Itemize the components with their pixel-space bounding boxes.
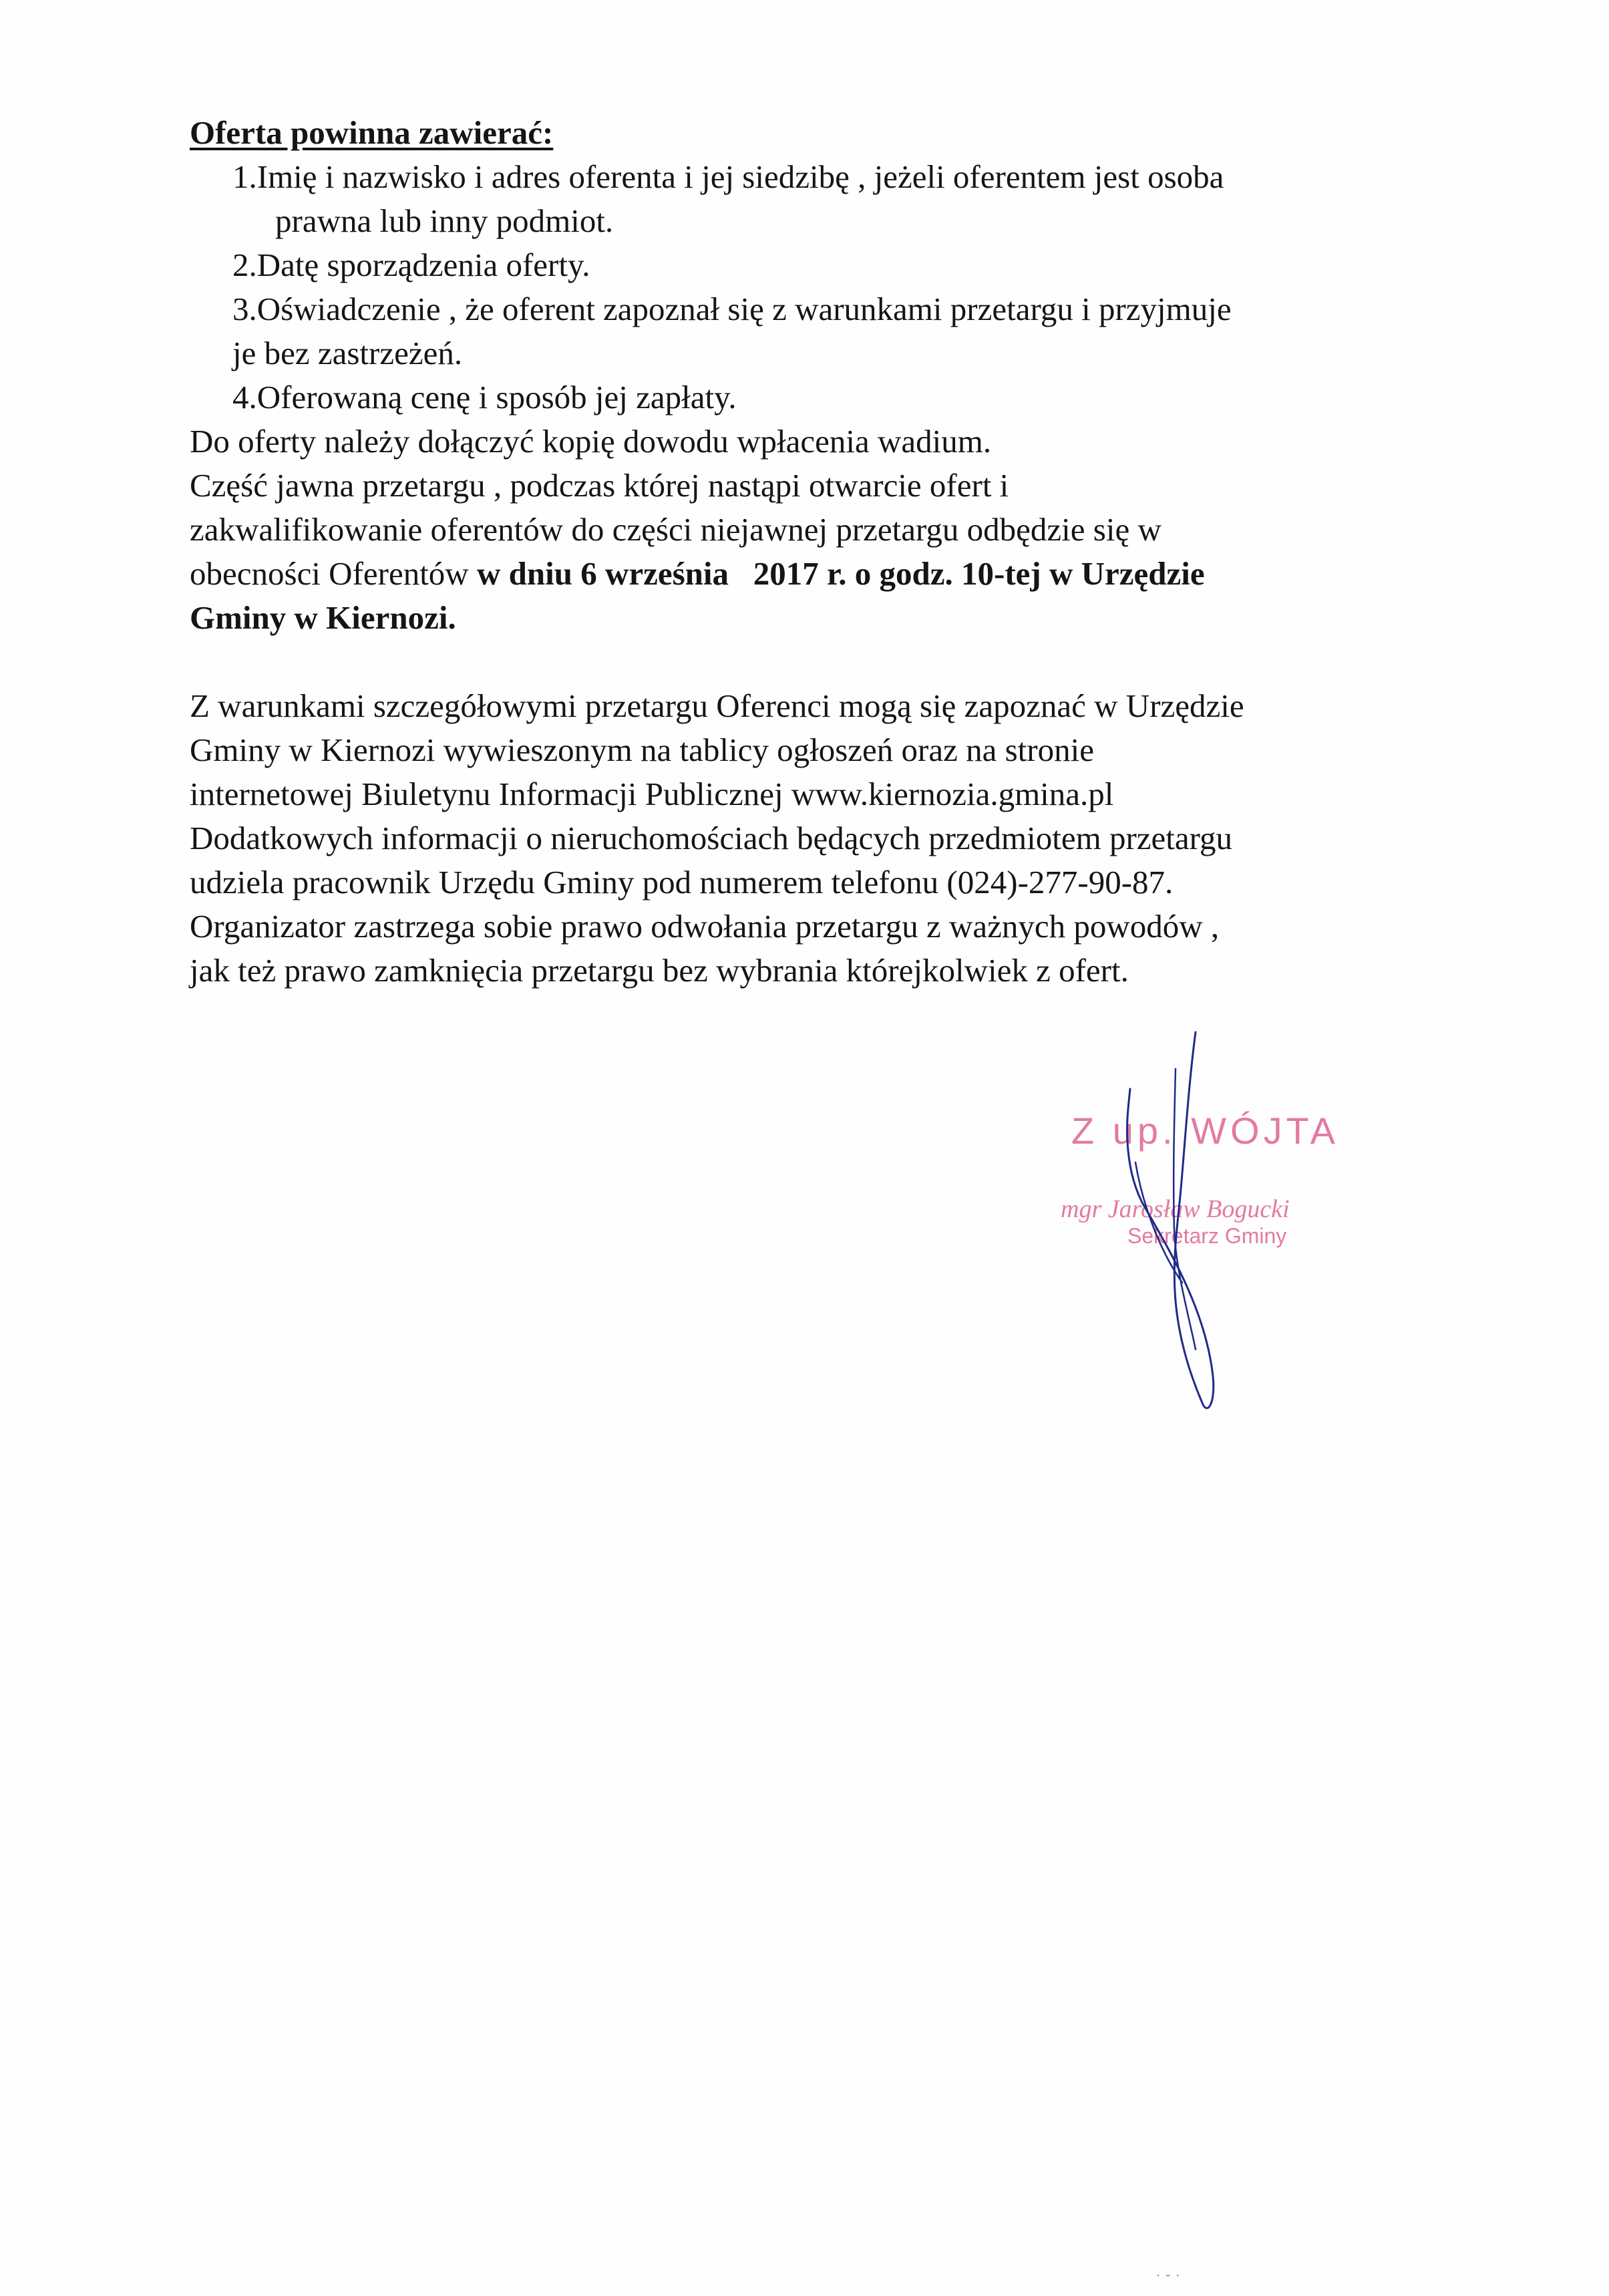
public-part-line: zakwalifikowanie oferentów do części niejawnej przetargu odbędzie się w: [190, 511, 1161, 548]
details-line: udziela pracownik Urzędu Gminy pod numerem telefonu (024)-277-90-87.: [190, 864, 1174, 900]
public-part-paragraph: [190, 464, 1512, 640]
requirements-list: [190, 155, 1512, 420]
details-line: internetowej Biuletynu Informacji Publicznej www.kiernozia.gmina.pl: [190, 776, 1114, 812]
requirement-item: [190, 375, 1512, 420]
public-part-line: [190, 552, 1512, 596]
details-line: Organizator zastrzega sobie prawo odwołania przetargu z ważnych powodów ,: [190, 908, 1220, 945]
public-part-line: Część jawna przetargu , podczas której nastąpi otwarcie ofert i: [190, 467, 1009, 504]
requirement-line: 4.Oferowaną cenę i sposób jej zapłaty.: [232, 379, 737, 416]
requirement-line: je bez zastrzeżeń.: [232, 335, 463, 371]
details-paragraph: [190, 684, 1512, 993]
offer-heading: Oferta powinna zawierać:: [190, 114, 554, 151]
details-line: Dodatkowych informacji o nieruchomościach będących przedmiotem przetargu: [190, 820, 1233, 856]
signature-stroke: [1127, 1032, 1213, 1408]
requirement-line: prawna lub inny podmiot.: [275, 202, 614, 239]
stamp-role: Sekretarz Gminy: [1127, 1224, 1287, 1248]
public-part-line: [190, 596, 1512, 640]
requirement-line: 2.Datę sporządzenia oferty.: [232, 247, 590, 283]
requirement-line: 3.Oświadczenie , że oferent zapoznał się z warunkami przetargu i przyjmuje: [232, 291, 1232, 327]
requirement-item: [190, 287, 1512, 375]
details-line: jak też prawo zamknięcia przetargu bez wybrania którejkolwiek z ofert.: [190, 952, 1129, 989]
public-part-plain-text: obecności Oferentów: [190, 555, 477, 592]
public-part-date-text: w dniu 6 września 2017 r. o godz. 10-tej w Urzędzie: [476, 555, 1205, 592]
details-line: Z warunkami szczegółowymi przetargu Oferenci mogą się zapoznać w Urzędzie: [190, 687, 1244, 724]
document-body: [190, 111, 1512, 993]
stamp-title: Z up. WÓJTA: [1071, 1110, 1339, 1152]
details-line: Gminy w Kiernozi wywieszonym na tablicy ogłoszeń oraz na stronie: [190, 731, 1094, 768]
requirement-item: [190, 155, 1512, 243]
paragraph-gap: [190, 640, 1512, 684]
footer-marks: · - ·: [1155, 2266, 1181, 2284]
attachment-note: Do oferty należy dołączyć kopię dowodu wpłacenia wadium.: [190, 423, 992, 460]
handwritten-signature: [1095, 1029, 1229, 1430]
requirement-line: 1.Imię i nazwisko i adres oferenta i jej siedzibę , jeżeli oferentem jest osoba: [232, 158, 1224, 195]
public-part-location-text: Gminy w Kiernozi.: [190, 599, 456, 636]
stamp-name: mgr Jarosław Bogucki: [1061, 1195, 1290, 1223]
requirement-item: [190, 243, 1512, 287]
